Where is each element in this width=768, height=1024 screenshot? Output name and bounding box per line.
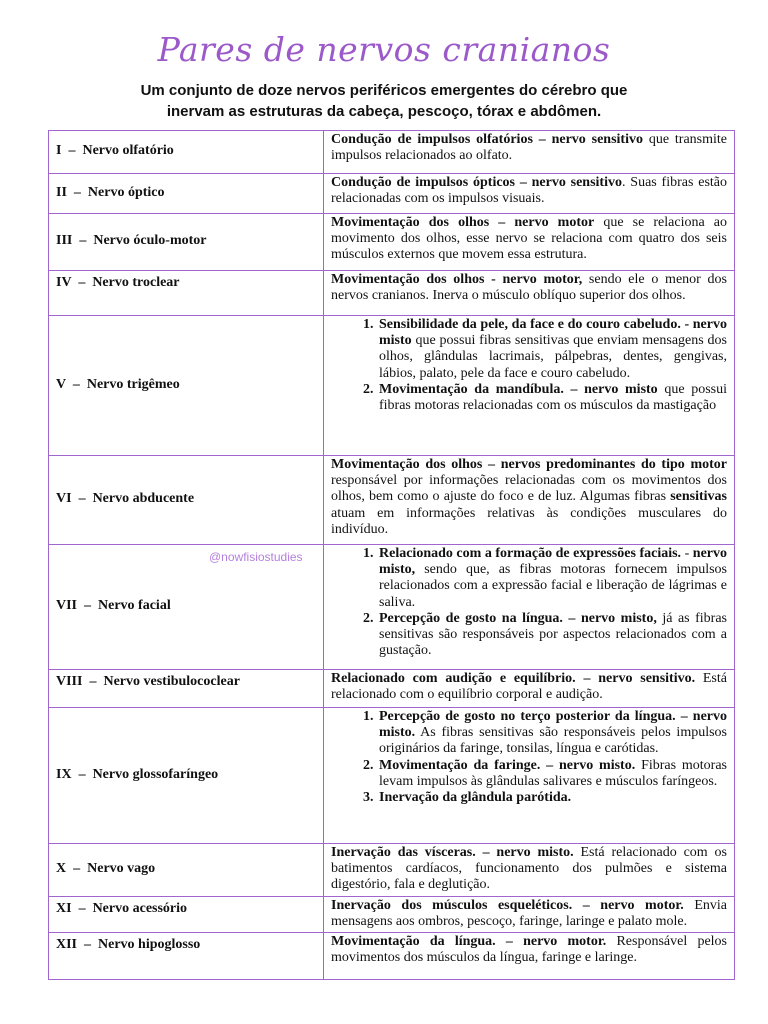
nerve-numeral: VIII (56, 674, 83, 689)
function-list-item (377, 709, 727, 758)
separator-dash: – (72, 233, 94, 249)
nerve-name: Nervo óculo-motor (93, 233, 207, 249)
nerve-description-cell (324, 896, 735, 932)
function-list-item (377, 611, 727, 660)
nerve-name: Nervo trigêmeo (86, 376, 180, 392)
nerve-row (49, 896, 735, 932)
watermark-handle: @nowfisiostudies (209, 550, 303, 564)
nerve-numeral: I (56, 143, 62, 159)
description-text: . Suas fibras estão relacionadas com os impulsos visuais. (331, 175, 727, 207)
nerve-name-cell (49, 214, 324, 271)
function-list (331, 317, 727, 414)
separator-dash: – (77, 598, 99, 614)
nerve-description-cell (324, 670, 735, 708)
description-bold-text: sensitivas (670, 489, 727, 505)
separator-dash: – (71, 275, 93, 290)
description-bold-text: Movimentação dos olhos – nervos predominantes do tipo motor (331, 457, 727, 472)
nerve-description-cell (324, 933, 735, 980)
description-bold-text: Movimentação da língua. – nervo motor. (331, 934, 607, 950)
nerve-numeral: X (56, 861, 67, 877)
nerve-row (49, 844, 735, 897)
nerve-name-cell (49, 174, 324, 214)
cranial-nerves-table (48, 130, 735, 980)
nerve-description-cell (324, 271, 735, 316)
separator-dash: – (77, 937, 99, 953)
separator-dash: – (66, 184, 88, 200)
nerve-name-cell (49, 316, 324, 456)
nerve-description-cell (324, 545, 735, 670)
nerve-numeral: III (56, 233, 73, 249)
nerve-row (49, 670, 735, 708)
nerve-numeral: II (56, 184, 67, 200)
description-text: atuam em informações relativas às condições musculares do indivíduo. (331, 505, 727, 537)
separator-dash: – (71, 900, 93, 916)
description-text: que possui fibras sensitivas que enviam mensagens dos olhos, glândulas lacrimais, pálpebras, dentes, gengivas, lábios, palato, pele da face e couro cabeludo. (379, 333, 727, 381)
nerve-numeral: XII (56, 937, 78, 953)
nerve-name-cell (49, 896, 324, 932)
description-bold-text: Percepção de gosto na língua. – nervo misto, (379, 610, 657, 626)
description-text: que se relaciona ao movimento dos olhos, esse nervo se relaciona com quatro dos seis músculos externos que movem essa estrutura. (331, 215, 727, 263)
nerve-description-cell (324, 844, 735, 897)
description-text: Está relacionado com o equilíbrio corporal e audição. (331, 671, 727, 703)
description-text: Envia mensagens aos ombros, pescoço, faringe, laringe e palato mole. (331, 897, 728, 929)
nerve-row (49, 214, 735, 271)
nerve-name-cell (49, 131, 324, 174)
separator-dash: – (66, 861, 88, 877)
separator-dash: – (71, 766, 93, 782)
nerve-name: Nervo hipoglosso (98, 937, 201, 953)
separator-dash: – (71, 491, 93, 507)
nerve-row (49, 271, 735, 316)
nerve-name: Nervo abducente (92, 491, 195, 507)
nerve-row (49, 545, 735, 670)
nerve-description-cell (324, 456, 735, 545)
description-bold-text: Relacionado com audição e equilíbrio. – nervo sensitivo. (331, 671, 696, 686)
page-subtitle: Um conjunto de doze nervos periféricos emergentes do cérebro que inervam as estruturas da cabeça, pescoço, tórax e abdômen. (140, 82, 628, 120)
nerve-name: Nervo glossofaríngeo (92, 766, 219, 782)
nerve-numeral: IX (56, 766, 72, 782)
nerve-name-cell (49, 271, 324, 316)
nerve-description-cell (324, 708, 735, 844)
description-bold-text: Inervação dos músculos esqueléticos. – nervo motor. (331, 897, 684, 913)
function-list-item (377, 317, 727, 382)
description-bold-text: Movimentação dos olhos – nervo motor (331, 215, 595, 230)
nerve-name: Nervo troclear (92, 275, 180, 290)
nerve-row (49, 933, 735, 980)
nerve-numeral: IV (56, 275, 72, 290)
description-bold-text: nervo misto, (379, 546, 727, 578)
nerve-name: Nervo acessório (92, 900, 188, 916)
description-bold-text: Percepção de gosto no terço posterior da língua. – nervo misto. (379, 709, 727, 741)
function-list (331, 709, 727, 806)
function-list-item (377, 790, 727, 806)
separator-dash: – (82, 674, 104, 689)
function-list (331, 546, 727, 659)
nerve-name-cell (49, 844, 324, 897)
function-list-item (377, 758, 727, 790)
description-text: responsável por informações relacionadas com os movimentos dos olhos, bem como o ajuste do foco e de luz. Algumas fibras (331, 473, 727, 505)
description-text: Está relacionado com os batimentos cardíacos, funcionamento dos pulmões e sistema digestório, fala e deglutição. (331, 845, 727, 893)
description-bold-text: Condução de impulsos olfatórios – nervo sensitivo (331, 132, 643, 147)
function-list-item (377, 546, 727, 611)
nerve-numeral: VII (56, 598, 78, 614)
description-text: As fibras sensitivas são responsáveis pelos impulsos originários da faringe, tonsilas, língua e carótidas. (379, 725, 727, 757)
description-text: Responsável pelos movimentos dos músculos da língua, faringe e laringe. (331, 934, 727, 966)
page-title: Pares de nervos cranianos (157, 30, 611, 69)
description-bold-text: Sensibilidade da pele, da face e do couro cabeludo. - nervo misto (379, 317, 727, 349)
function-list-item (377, 382, 727, 414)
description-bold-text: Relacionado com a formação de expressões faciais. (379, 546, 682, 561)
description-bold-text: Inervação da glândula parótida. (379, 790, 572, 806)
separator-dash: – (61, 143, 83, 159)
description-bold-text: Inervação das vísceras. – nervo misto. (331, 845, 574, 860)
nerve-row (49, 456, 735, 545)
nerve-description-cell (324, 316, 735, 456)
description-text: sendo ele o menor dos nervos cranianos. Inerva o músculo oblíquo superior dos olhos. (331, 272, 727, 304)
nerve-row (49, 174, 735, 214)
nerve-name-cell (49, 670, 324, 708)
description-text: Fibras motoras levam impulsos às glândulas salivares e músculos faríngeos. (379, 757, 727, 789)
nerve-name-cell (49, 708, 324, 844)
separator-dash: – (65, 376, 87, 392)
nerve-numeral: XI (56, 900, 72, 916)
nerve-name: Nervo vago (87, 861, 156, 877)
description-text: já as fibras sensitivas são responsáveis por aspectos relacionados com a gustação. (379, 610, 727, 659)
description-text: que possui fibras motoras relacionadas com os músculos da mastigação (379, 381, 728, 414)
nerve-name-cell (49, 933, 324, 980)
description-bold-text: Condução de impulsos ópticos – nervo sensitivo (331, 175, 622, 190)
nerve-description-cell (324, 174, 735, 214)
description-text: - (681, 546, 693, 561)
nerve-name: Nervo olfatório (82, 143, 174, 159)
description-text: sendo que, as fibras motoras fornecem impulsos relacionados com a expressão facial e liberação de lágrimas e saliva. (379, 562, 727, 610)
nerve-name: Nervo facial (98, 598, 171, 614)
description-bold-text: Movimentação da mandíbula. – nervo misto (379, 381, 658, 397)
nerve-row (49, 708, 735, 844)
nerve-name-cell (49, 456, 324, 545)
nerve-numeral: V (56, 376, 66, 392)
nerve-description-cell (324, 131, 735, 174)
nerve-description-cell (324, 214, 735, 271)
nerve-numeral: VI (56, 491, 72, 507)
description-bold-text: Movimentação dos olhos - nervo motor, (331, 272, 583, 287)
nerve-name: Nervo vestibulococlear (103, 674, 240, 689)
description-bold-text: Movimentação da faringe. – nervo misto. (379, 757, 636, 773)
nerve-row (49, 316, 735, 456)
nerve-name: Nervo óptico (87, 184, 165, 200)
nerve-row (49, 131, 735, 174)
description-text: que transmite impulsos relacionados ao olfato. (331, 132, 727, 164)
